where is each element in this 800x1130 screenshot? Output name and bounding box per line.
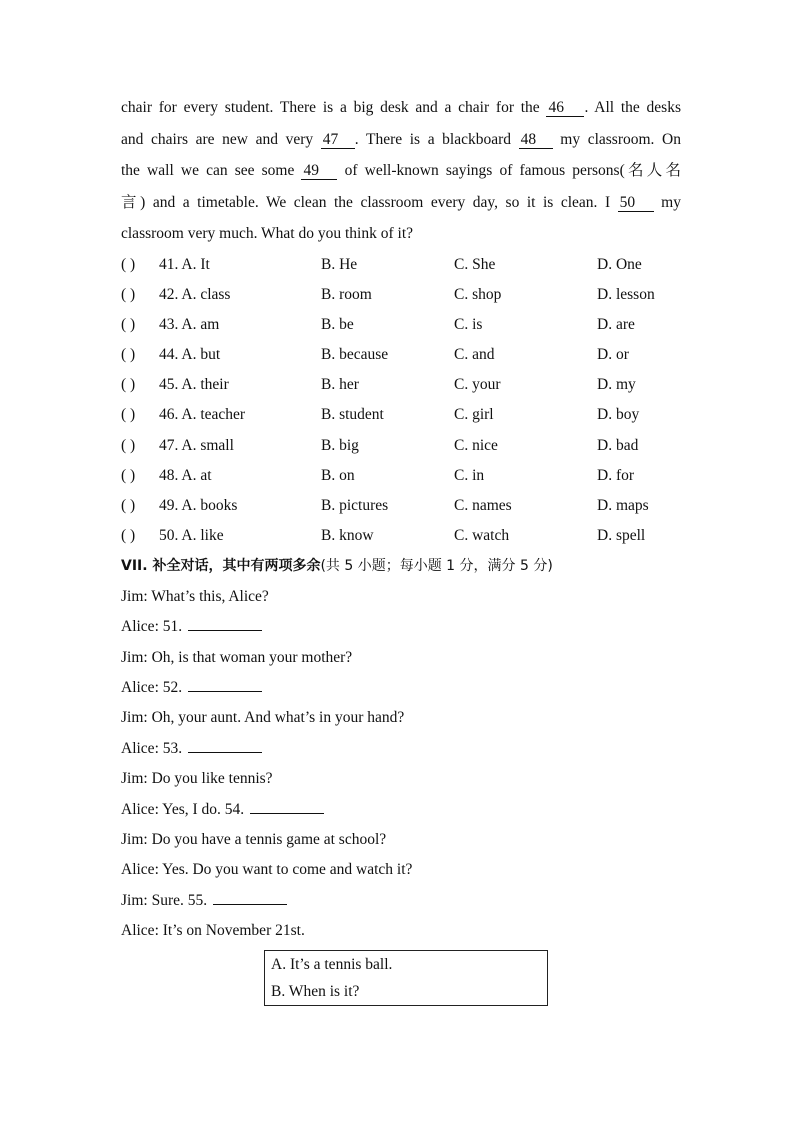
answer-bracket[interactable]: ( ) [121, 376, 136, 394]
option-b: B. student [321, 406, 384, 424]
option-row [121, 461, 681, 491]
option-c: C. shop [454, 285, 502, 303]
answer-bracket[interactable]: ( ) [121, 285, 136, 303]
option-c: C. girl [454, 406, 494, 424]
section-title-scoring: (共 5 小题；每小题 1 分，满分 5 分) [320, 558, 553, 575]
answer-bracket[interactable]: ( ) [121, 527, 136, 545]
option-d: D. for [597, 466, 635, 484]
option-a: 48. A. at [159, 466, 212, 484]
option-b: B. be [321, 315, 354, 333]
answer-blank[interactable] [188, 616, 262, 631]
worksheet-page [121, 92, 682, 1000]
option-a: 49. A. books [159, 497, 238, 514]
cloze-passage [121, 92, 681, 250]
option-b: B. know [321, 527, 374, 545]
option-c: C. watch [454, 527, 510, 545]
option-row [121, 370, 681, 400]
answer-bracket[interactable]: ( ) [121, 406, 136, 424]
option-row [121, 491, 681, 521]
dialogue [121, 582, 681, 947]
choice-b: B. When is it? [271, 983, 360, 1000]
option-row [121, 340, 681, 370]
option-c: C. She [454, 255, 496, 273]
option-c: C. your [454, 376, 501, 394]
option-d: D. lesson [597, 285, 655, 303]
answer-bracket[interactable]: ( ) [121, 346, 136, 364]
option-b: B. big [321, 436, 359, 454]
blank-49: 49 [301, 162, 337, 180]
choices-box [264, 950, 548, 1006]
dialogue-line: Alice: It’s on November 21st. [121, 922, 305, 940]
dialogue-line: Jim: Sure. 55. [121, 886, 681, 916]
option-d: D. boy [597, 406, 640, 424]
dialogue-line: Jim: Do you like tennis? [121, 770, 273, 788]
answer-bracket[interactable]: ( ) [121, 255, 136, 273]
section-title-bold: VII. 补全对话，其中有两项多余 [121, 558, 321, 575]
option-d: D. spell [597, 527, 646, 545]
option-d: D. maps [597, 497, 649, 514]
option-b: B. He [321, 255, 358, 273]
blank-48: 48 [519, 131, 553, 149]
option-a: 50. A. like [159, 527, 224, 545]
option-b: B. because [321, 346, 389, 364]
dialogue-line: Jim: Oh, your aunt. And what’s in your hand? [121, 709, 405, 727]
option-row [121, 250, 681, 280]
option-a: 46. A. teacher [159, 406, 246, 424]
option-d: D. bad [597, 436, 639, 454]
option-a: 42. A. class [159, 285, 231, 303]
passage-line-1: chair for every student. There is a big desk and a chair for the 46 . All the desks [121, 99, 681, 116]
option-a: 43. A. am [159, 315, 220, 333]
option-row [121, 400, 681, 430]
option-row [121, 521, 681, 551]
option-b: B. room [321, 285, 372, 303]
answer-bracket[interactable]: ( ) [121, 466, 136, 484]
answer-blank[interactable] [213, 890, 287, 905]
choice-a: A. It’s a tennis ball. [271, 956, 393, 973]
option-a: 44. A. but [159, 346, 221, 364]
option-d: D. or [597, 346, 629, 364]
answer-blank[interactable] [188, 677, 262, 692]
options-list [121, 250, 681, 552]
blank-50: 50 [618, 194, 654, 212]
passage-line-4: 言) and a timetable. We clean the classroom every day, so it is clean. I 50 my [121, 193, 681, 211]
passage-line-2: and chairs are new and very 47 . There is a blackboard 48 my classroom. On [121, 130, 681, 148]
option-a: 47. A. small [159, 436, 234, 454]
answer-bracket[interactable]: ( ) [121, 436, 136, 454]
option-a: 41. A. It [159, 255, 210, 273]
blank-46: 46 [546, 99, 584, 117]
dialogue-line: Jim: What’s this, Alice? [121, 587, 269, 605]
answer-blank[interactable] [188, 738, 262, 753]
blank-47: 47 [321, 131, 355, 149]
dialogue-line: Jim: Oh, is that woman your mother? [121, 648, 353, 666]
answer-bracket[interactable]: ( ) [121, 315, 136, 333]
option-d: D. my [597, 376, 636, 394]
answer-bracket[interactable]: ( ) [121, 497, 136, 514]
option-c: C. names [454, 497, 512, 514]
option-d: D. are [597, 315, 635, 333]
section-heading [121, 551, 681, 581]
option-c: C. is [454, 315, 483, 333]
option-c: C. and [454, 346, 495, 364]
dialogue-line: Alice: 51. [121, 612, 681, 642]
option-c: C. in [454, 466, 485, 484]
option-c: C. nice [454, 436, 498, 454]
passage-line-5: classroom very much. What do you think of it? [121, 225, 414, 242]
option-b: B. on [321, 466, 355, 484]
answer-blank[interactable] [250, 799, 324, 814]
option-row [121, 431, 681, 461]
dialogue-line: Alice: Yes. Do you want to come and watch it? [121, 861, 413, 879]
dialogue-line: Alice: 53. [121, 734, 681, 764]
option-row [121, 310, 681, 340]
option-b: B. her [321, 376, 359, 394]
passage-line-3: the wall we can see some 49 of well-known sayings of famous persons(名人名 [121, 162, 682, 179]
dialogue-line: Alice: Yes, I do. 54. [121, 795, 681, 825]
dialogue-line: Jim: Do you have a tennis game at school? [121, 830, 387, 848]
option-a: 45. A. their [159, 376, 229, 394]
dialogue-line: Alice: 52. [121, 673, 681, 703]
option-row [121, 280, 681, 310]
option-b: B. pictures [321, 497, 389, 514]
option-d: D. One [597, 255, 642, 273]
